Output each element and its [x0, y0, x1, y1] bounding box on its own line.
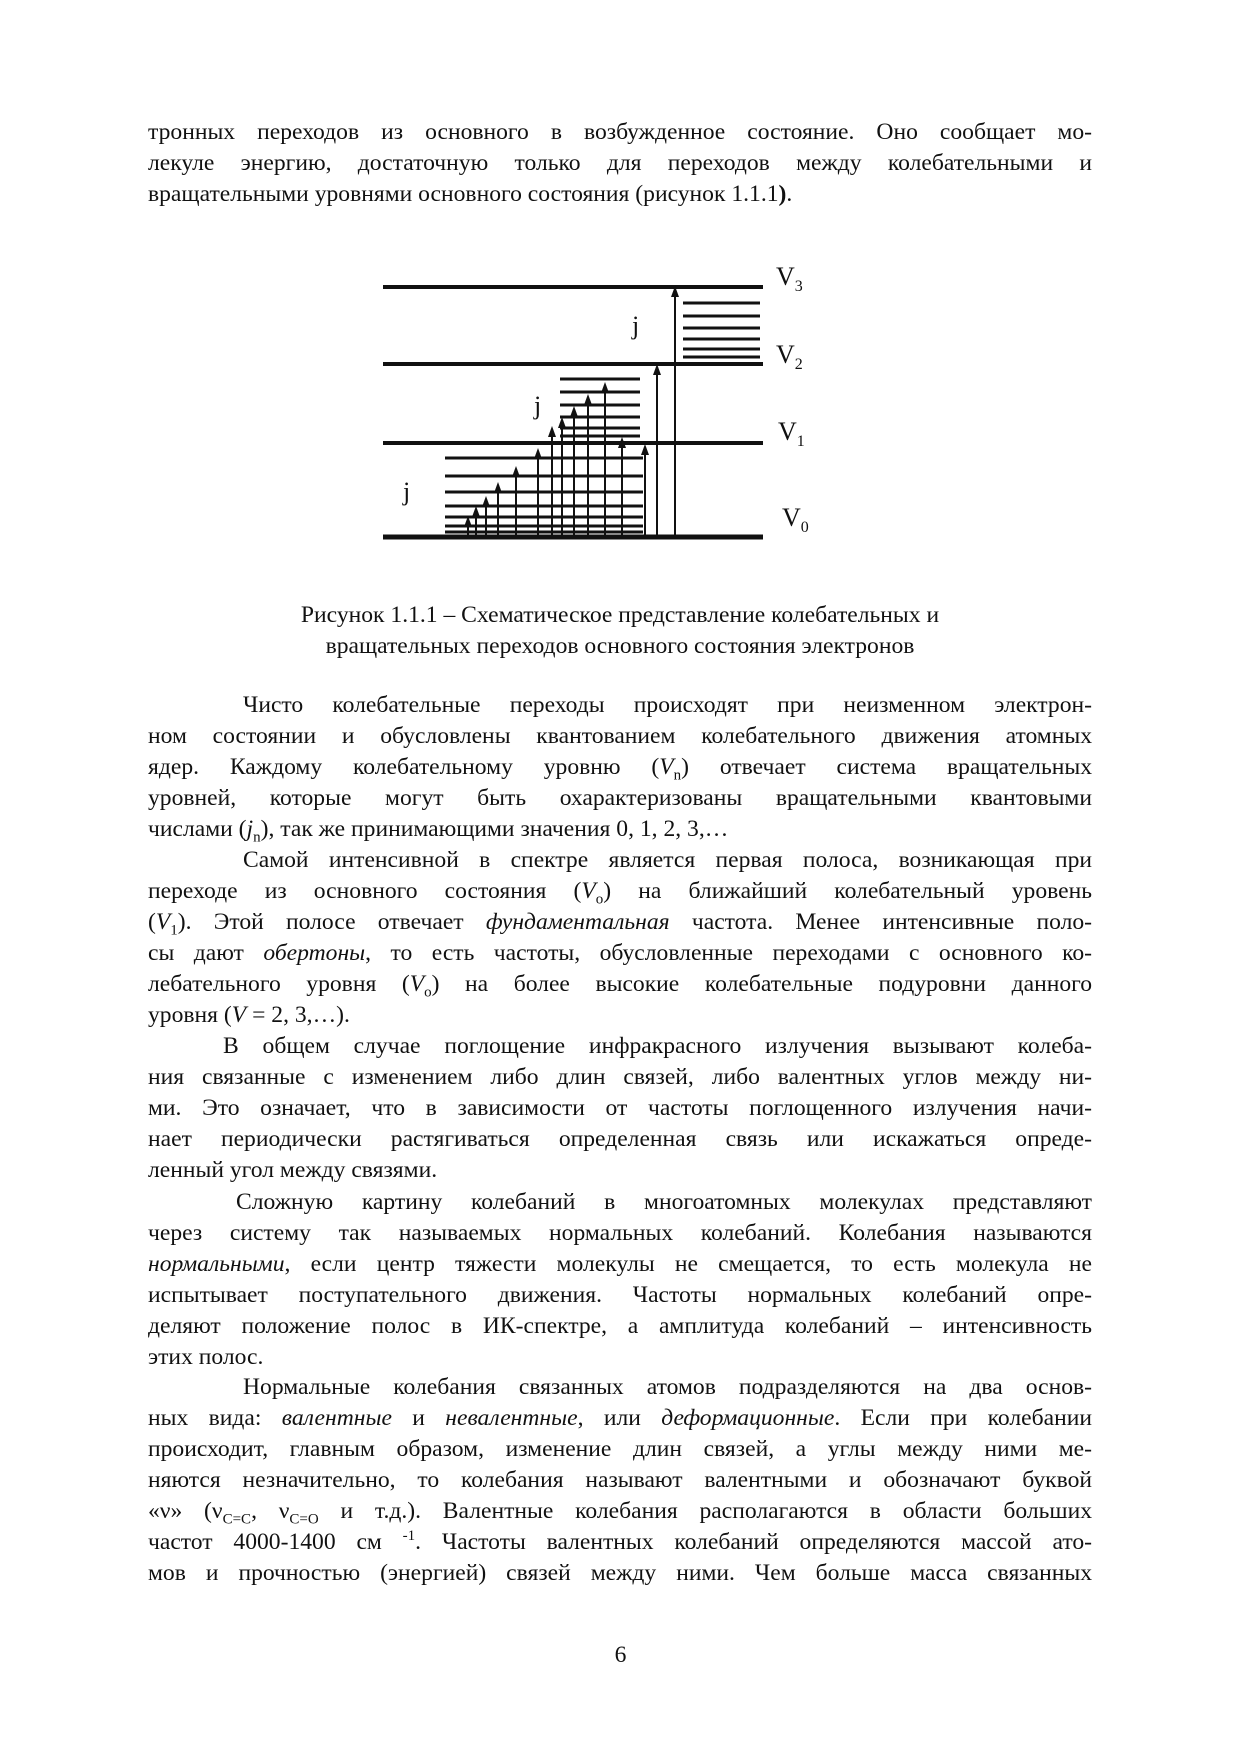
text-line: няются незначительно, то колебания называют валентными и обозначают буквой — [148, 1467, 1092, 1493]
level-label-v0: $V_0$ — [782, 503, 809, 536]
text-line: происходит, главным образом, изменение длин связей, а углы между ними ме- — [148, 1436, 1092, 1462]
text-line: Нормальные колебания связанных атомов подразделяются на два основ- — [243, 1374, 1092, 1400]
text-line: ми. Это означает, что в зависимости от частоты поглощенного излучения начи- — [148, 1095, 1092, 1121]
diagram-svg — [370, 262, 880, 574]
text-line: лебательного уровня $(V_o)$ на более высокие колебательные подуровни данного — [148, 971, 1093, 1001]
paragraph-4 — [148, 1187, 1092, 1373]
rot-label-j-bottom: j — [403, 477, 411, 506]
text-line: переходе из основного состояния $(V_o)$ на ближайший колебательный уровень — [148, 878, 1092, 908]
rotational-levels-v0 — [445, 458, 643, 532]
level-label-v1: $V_1$ — [778, 417, 805, 450]
text-line: $(V_1)$. Этой полосе отвечает фундаментальная частота. Менее интенсивные поло- — [148, 909, 1092, 939]
text-line: ных вида: валентные и невалентные, или деформационные. Если при колебании — [148, 1405, 1092, 1431]
caption-line: Рисунок 1.1.1 – Схематическое представление колебательных и — [300, 602, 940, 628]
text-line: Чисто колебательные переходы происходят при неизменном электрон- — [243, 692, 1092, 718]
text-line: тронных переходов из основного в возбужденное состояние. Оно сообщает мо- — [148, 119, 1092, 145]
rot-label-j-top: j — [632, 311, 640, 340]
text-line: сы дают обертоны, то есть частоты, обусловленные переходами с основного ко- — [148, 940, 1092, 966]
paragraph-3 — [148, 1031, 1092, 1186]
text-line: Сложную картину колебаний в многоатомных молекулах представляют — [236, 1189, 1092, 1215]
text-line: уровней, которые могут быть охарактеризованы вращательными квантовыми — [148, 785, 1092, 811]
text-line: ния связанные с изменением либо длин связей, либо валентных углов между ни- — [148, 1064, 1092, 1090]
text-line: ядер. Каждому колебательному уровню $(V_n)$ отвечает система вращательных — [148, 754, 1092, 784]
paragraph-1 — [148, 690, 1092, 845]
text-line: вращательными уровнями основного состояния (рисунок 1.1.1). — [148, 181, 793, 207]
text-line: испытывает поступательного движения. Частоты нормальных колебаний опре- — [148, 1282, 1092, 1308]
text-line: числами $(j_n)$, так же принимающими значения 0, 1, 2, 3,… — [148, 816, 729, 846]
text-line: деляют положение полос в ИК-спектре, а амплитуда колебаний – интенсивность — [148, 1313, 1092, 1339]
text-line: лекуле энергию, достаточную только для переходов между колебательными и — [148, 150, 1092, 176]
figure-caption — [148, 600, 1092, 662]
text-line: этих полос. — [148, 1344, 264, 1370]
text-line: «ν» ($\nu_{C=C}$, $\nu_{C=O}$ и т.д.). Валентные колебания располагаются в области больших — [148, 1498, 1092, 1528]
text-line: Самой интенсивной в спектре является первая полоса, возникающая при — [243, 847, 1092, 873]
text-line: В общем случае поглощение инфракрасного излучения вызывают колеба- — [223, 1033, 1092, 1059]
energy-level-diagram — [370, 262, 880, 574]
level-label-v3: $V_3$ — [776, 262, 803, 295]
paragraph-2 — [148, 845, 1092, 1031]
rotational-levels-v1 — [560, 379, 640, 436]
intro-paragraph — [148, 117, 1092, 210]
text-line: нает периодически растягиваться определенная связь или искажаться опреде- — [148, 1126, 1092, 1152]
page-number: 6 — [614, 1642, 627, 1668]
text-line: частот 4000-1400 см $^{-1}$. Частоты валентных колебаний определяются массой ато- — [148, 1528, 1092, 1555]
text-line: уровня (V = 2, 3,…). — [148, 1002, 350, 1028]
paragraph-5 — [148, 1372, 1092, 1589]
text-line: мов и прочностью (энергией) связей между ними. Чем больше масса связанных — [148, 1560, 1092, 1586]
rot-label-j-middle: j — [534, 391, 542, 420]
text-line: нормальными, если центр тяжести молекулы не смещается, то есть молекула не — [148, 1251, 1092, 1277]
rotational-levels-v2 — [683, 303, 760, 357]
text-line: через систему так называемых нормальных колебаний. Колебания называются — [148, 1220, 1092, 1246]
text-line: ном состоянии и обусловлены квантованием колебательного движения атомных — [148, 723, 1092, 749]
text-line: ленный угол между связями. — [148, 1157, 438, 1183]
level-label-v2: $V_2$ — [776, 340, 803, 373]
caption-line: вращательных переходов основного состояния электронов — [325, 633, 915, 659]
